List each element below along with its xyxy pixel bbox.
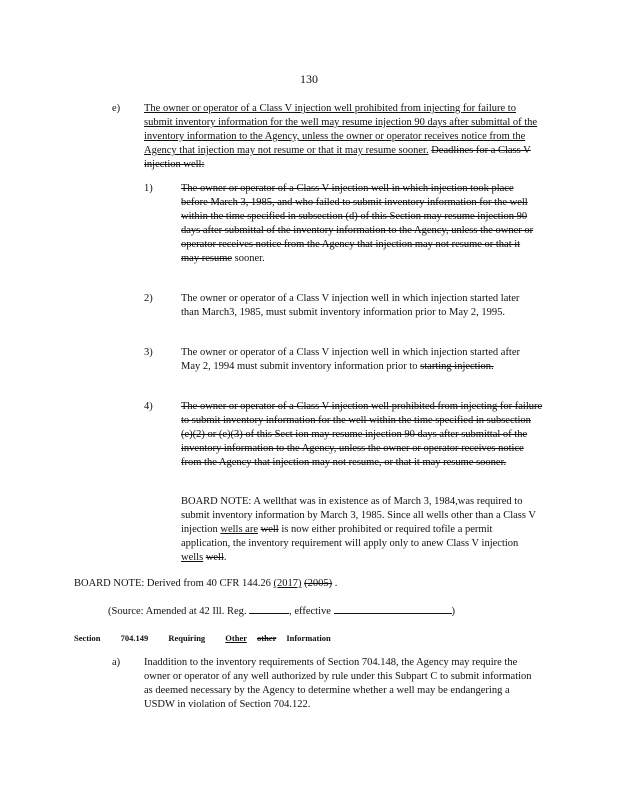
item-3-plain-text: The owner or operator of a Class V injection well in which injection started after May 2, 1994 must submit inventory information prior to: [181, 347, 521, 372]
source-reg-blank: [249, 603, 289, 614]
board-note-outer-end: .: [334, 578, 338, 589]
board-note-inner-deleted-2: well: [205, 552, 224, 563]
section-number: 704.149: [120, 633, 149, 643]
source-effective-label: , effective: [289, 606, 331, 617]
section-title-added: Other: [225, 633, 247, 643]
section-label: Section: [74, 633, 101, 643]
source-text: (Source: Amended at 42 Ill. Reg.: [108, 606, 247, 617]
item-4-marker: 4): [144, 401, 153, 412]
item-4-text: [181, 400, 543, 470]
source-close-paren: ): [451, 606, 456, 617]
board-note-inner-end: .: [223, 552, 227, 563]
item-3-text: [181, 346, 521, 374]
item-2-marker: 2): [144, 293, 153, 304]
page-number: 130: [300, 72, 318, 86]
item-e-text: [144, 102, 540, 172]
item-1-marker: 1): [144, 183, 153, 194]
board-note-outer-added: (2017): [273, 578, 302, 589]
board-note-outer: [74, 577, 534, 591]
section-title-requiring: Requiring: [168, 633, 206, 643]
item-1-text: [181, 182, 539, 266]
board-note-inner: [181, 495, 536, 565]
item-e-deleted-text: Deadlines for a Class V injection well:: [144, 145, 531, 170]
board-note-inner-added: wells are: [220, 524, 258, 535]
item-2-text: The owner or operator of a Class V injection well in which injection started later than March3, 1985, must submit inventory information prior to May 2, 1995.: [181, 293, 520, 318]
board-note-inner-deleted: well: [260, 524, 279, 535]
item-a-text: Inaddition to the inventory requirements of Section 704.148, the Agency may require the owner or operator of any well authorized by rule under this Subpart C to submit information as deemed necessary by the Agency to determine whether a well may be endangering a USDW in violation of Section 704.122.: [144, 657, 532, 710]
source-line: [108, 603, 548, 619]
section-title-information: Information: [286, 633, 331, 643]
board-note-outer-deleted: (2005): [304, 578, 333, 589]
section-heading: [74, 631, 474, 645]
item-3-deleted-text: starting injection.: [420, 361, 494, 372]
item-1-plain-text: sooner.: [234, 253, 265, 264]
item-a-marker: a): [112, 657, 121, 668]
item-e-added-text: The owner or operator of a Class V injection well prohibited from injecting for failure to submit inventory information for the well may resume injection 90 days after submittal of the inventory information to the Agency, unless the owner or operator receives notice from the Agency that injection may not resume or that it may resume sooner.: [144, 103, 538, 156]
item-3-marker: 3): [144, 347, 153, 358]
board-note-outer-text: BOARD NOTE: Derived from 40 CFR 144.26: [74, 578, 271, 589]
section-title-deleted: other: [256, 633, 277, 643]
board-note-inner-added-2: wells: [181, 552, 204, 563]
item-4-deleted-text: The owner or operator of a Class V injection well prohibited from injecting for failure to submit inventory information for the well within the time specified in subsection (e)(2) or (e)(3) of this Sect ion may resume injection 90 days after submittal of the inventory information to the Agency, unless the owner or operator receives notice from the Agency that injection may not resume, or that it may resume sooner.: [181, 401, 543, 468]
source-date-blank: [334, 603, 452, 614]
item-e-marker: e): [112, 103, 121, 114]
item-1-deleted-text: The owner or operator of a Class V injection well in which injection took place before March 3, 1985, and who failed to submit inventory information for the well within the time specified in subsection (d) of this Section may resume injection 90 days after submittal of the inventory information to the Agency, unless the owner or operator receives notice from the Agency that injection may not resume or that it may resume: [181, 183, 534, 264]
board-note-inner-text-2: is now either prohibited or required tofile a permit application, the inventory requirement will apply only to anew Class V injection: [181, 524, 519, 549]
board-note-inner-text: BOARD NOTE: A wellthat was in existence as of March 3, 1984,was required to submit inventory information by March 3, 1985. Since all wells other than a Class V injection: [181, 496, 536, 535]
